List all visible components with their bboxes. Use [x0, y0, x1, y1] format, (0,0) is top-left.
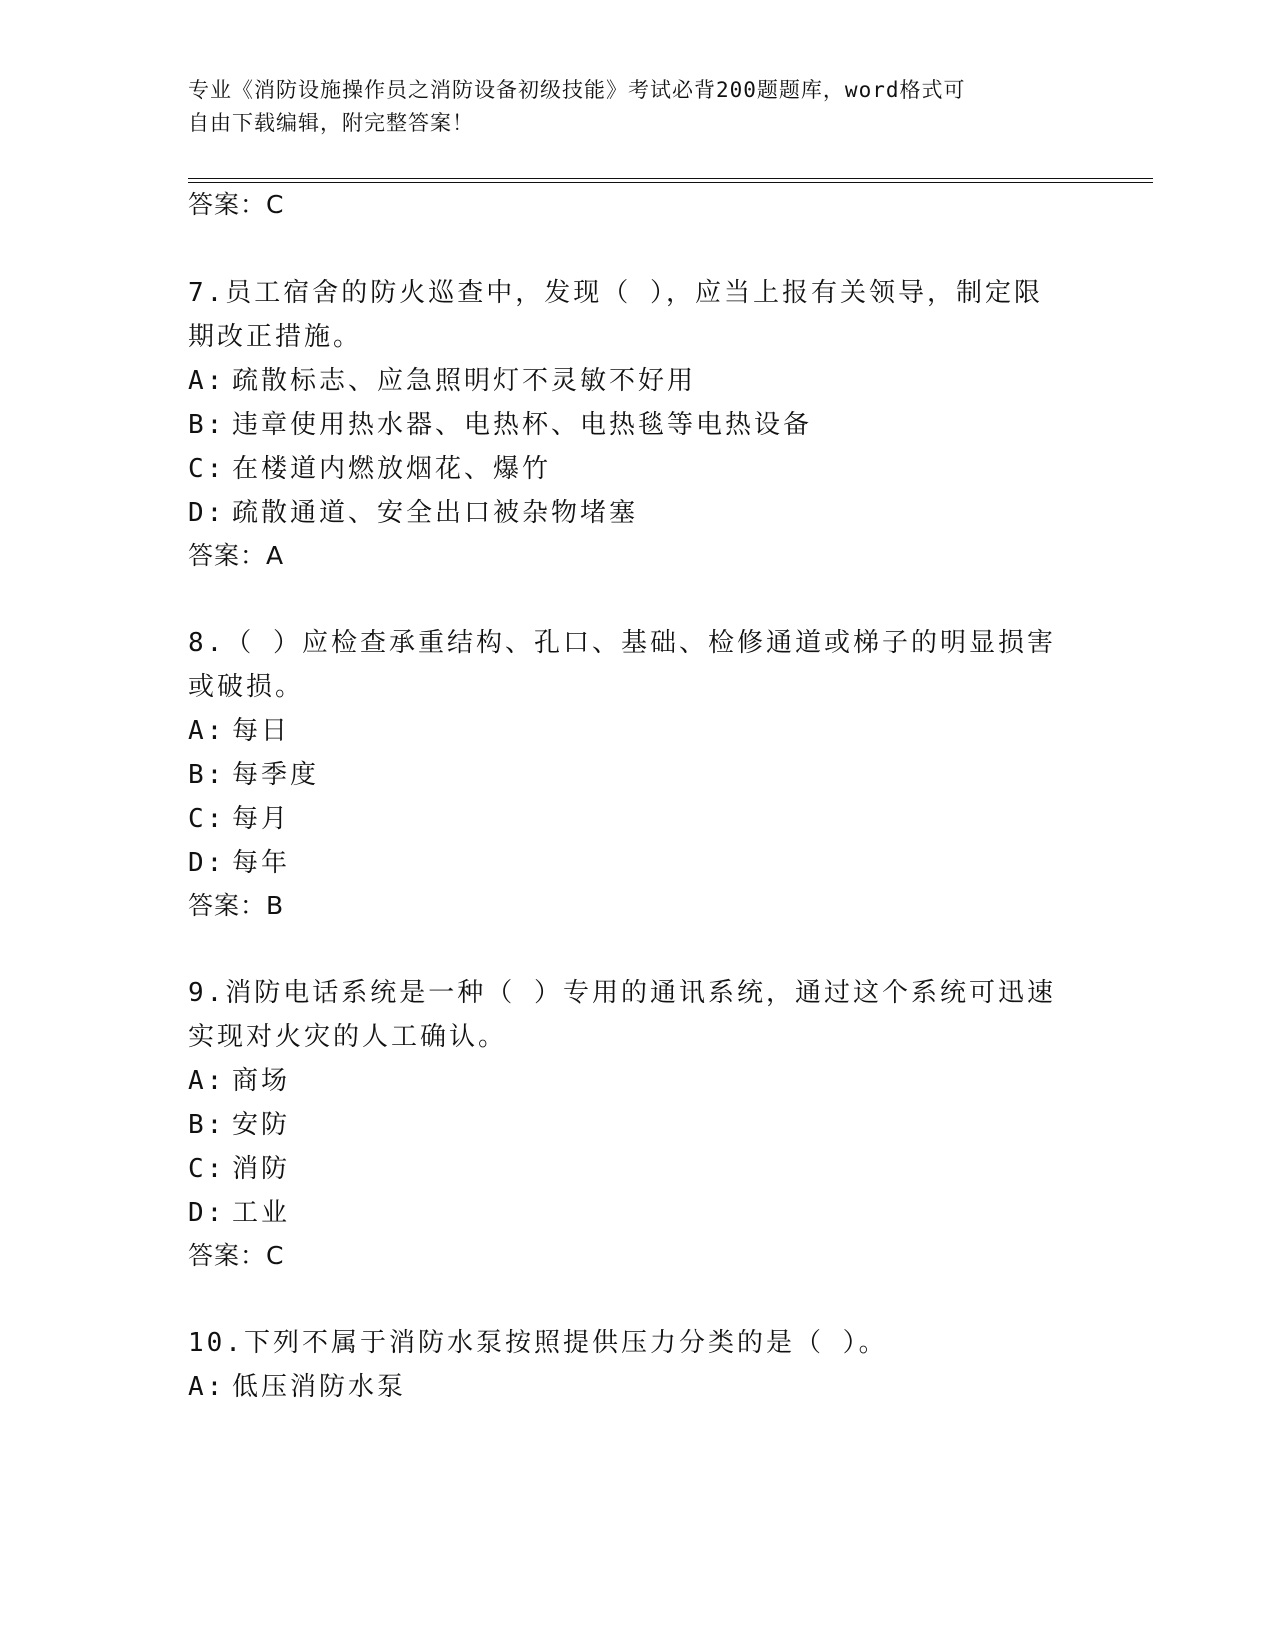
option-letter: A: [188, 1066, 226, 1096]
option-text: 工业 [232, 1198, 291, 1228]
option-letter: B: [188, 760, 226, 790]
option-letter: A: [188, 1372, 226, 1402]
option-letter: C: [188, 804, 226, 834]
option-text: 每日 [232, 716, 291, 746]
option-text: 每年 [232, 848, 291, 878]
option-text: 疏散标志、应急照明灯不灵敏不好用 [232, 366, 697, 396]
option-letter: A: [188, 716, 226, 746]
question-8-text-line1: 8.（ ）应检查承重结构、孔口、基础、检修通道或梯子的明显损害 [188, 628, 1056, 658]
question-8-option-b [188, 754, 319, 791]
option-text: 每季度 [232, 760, 320, 790]
question-7-option-c [188, 448, 551, 485]
question-8-option-c [188, 798, 290, 835]
option-letter: A: [188, 366, 226, 396]
page-header [188, 74, 1068, 140]
option-text: 低压消防水泵 [232, 1372, 407, 1402]
question-9-option-b [188, 1104, 290, 1141]
answer-6: 答案：C [188, 190, 285, 219]
option-letter: D: [188, 848, 226, 878]
question-10-text-line1: 10.下列不属于消防水泵按照提供压力分类的是（ ）。 [188, 1328, 888, 1358]
option-letter: D: [188, 498, 226, 528]
option-text: 违章使用热水器、电热杯、电热毯等电热设备 [232, 410, 813, 440]
answer-7: 答案：A [188, 541, 285, 570]
question-8-option-d [188, 842, 290, 879]
question-7-option-d [188, 492, 638, 529]
question-10-option-a [188, 1366, 406, 1403]
question-9-text-line2: 实现对火灾的人工确认。 [188, 1022, 508, 1052]
option-letter: B: [188, 1110, 226, 1140]
option-text: 在楼道内燃放烟花、爆竹 [232, 454, 552, 484]
answer-8: 答案：B [188, 891, 285, 920]
question-8-option-a [188, 710, 290, 747]
option-letter: D: [188, 1198, 226, 1228]
option-letter: B: [188, 410, 226, 440]
question-7-text-line2: 期改正措施。 [188, 322, 363, 352]
option-text: 商场 [232, 1066, 291, 1096]
option-text: 消防 [232, 1154, 291, 1184]
option-letter: C: [188, 1154, 226, 1184]
answer-9: 答案：C [188, 1241, 285, 1270]
question-9-option-a [188, 1060, 290, 1097]
question-9-text-line1: 9.消防电话系统是一种（ ）专用的通讯系统，通过这个系统可迅速 [188, 978, 1056, 1008]
question-7-option-a [188, 360, 696, 397]
question-7-text-line1: 7.员工宿舍的防火巡查中，发现（ ），应当上报有关领导，制定限 [188, 278, 1043, 308]
question-9-option-c [188, 1148, 290, 1185]
question-7-option-b [188, 404, 812, 441]
option-text: 每月 [232, 804, 291, 834]
header-title-line1: 专业《消防设施操作员之消防设备初级技能》考试必背200题题库，word格式可 [188, 78, 966, 102]
header-title-line2: 自由下载编辑，附完整答案！ [188, 111, 474, 135]
question-9-option-d [188, 1192, 290, 1229]
option-letter: C: [188, 454, 226, 484]
option-text: 疏散通道、安全出口被杂物堵塞 [232, 498, 639, 528]
question-8-text-line2: 或破损。 [188, 672, 305, 702]
header-divider [188, 178, 1153, 183]
option-text: 安防 [232, 1110, 291, 1140]
